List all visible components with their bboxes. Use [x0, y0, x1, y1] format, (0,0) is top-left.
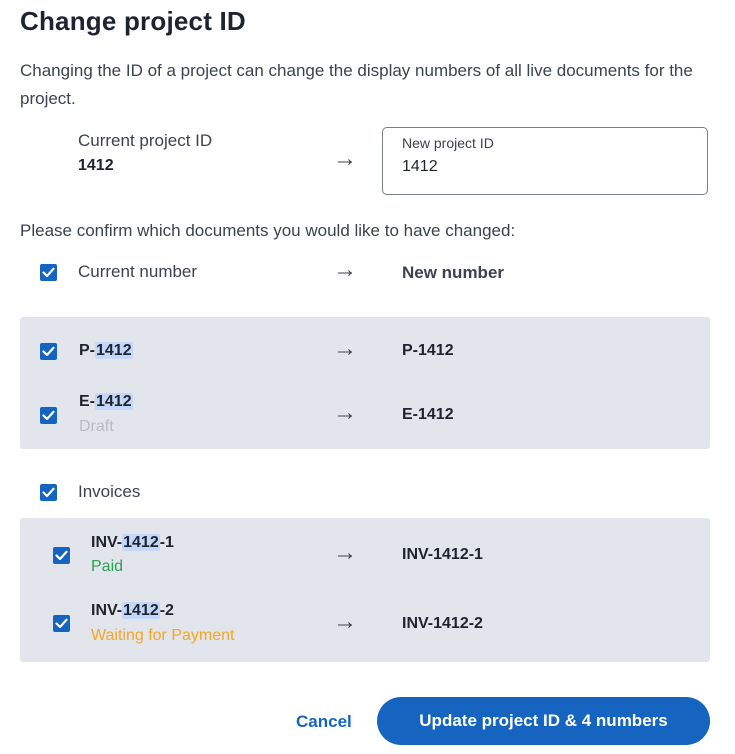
arrow-right-icon: →	[333, 399, 357, 426]
checkmark-icon	[42, 346, 55, 357]
number-suffix: -1	[159, 534, 174, 551]
document-current-number	[79, 342, 133, 360]
number-prefix: INV-	[91, 534, 123, 551]
current-number-header: Current number	[78, 262, 198, 281]
arrow-right-icon: →	[333, 608, 357, 635]
new-project-id-field[interactable]	[382, 127, 708, 195]
dialog-title: Change project ID	[20, 6, 246, 36]
number-highlighted-id: 1412	[123, 534, 159, 551]
number-prefix: P-	[79, 342, 95, 359]
number-suffix: -2	[159, 602, 174, 619]
new-project-id-label: New project ID	[402, 135, 494, 151]
invoice-status-waiting: Waiting for Payment	[91, 627, 235, 644]
select-all-checkbox[interactable]	[40, 264, 57, 281]
checkmark-icon	[55, 550, 68, 561]
checkmark-icon	[55, 618, 68, 629]
update-project-id-button[interactable]: Update project ID & 4 numbers	[377, 697, 710, 745]
cancel-button[interactable]: Cancel	[290, 708, 358, 736]
invoice-current-number	[91, 534, 174, 552]
checkmark-icon	[42, 487, 55, 498]
number-highlighted-id: 1412	[96, 342, 132, 359]
invoice-checkbox[interactable]	[53, 615, 70, 632]
checkmark-icon	[42, 267, 55, 278]
invoices-group-label: Invoices	[78, 482, 141, 501]
arrow-right-icon: →	[333, 256, 357, 283]
invoice-new-number: INV-1412-2	[402, 615, 483, 632]
invoices-group-checkbox[interactable]	[40, 484, 57, 501]
new-number-header: New number	[402, 263, 505, 282]
confirm-instructions: Please confirm which documents you would like to have changed:	[20, 221, 516, 240]
number-prefix: E-	[79, 393, 95, 410]
documents-panel	[20, 317, 710, 449]
invoice-current-number	[91, 602, 174, 620]
arrow-right-icon: →	[333, 335, 357, 362]
document-new-number: E-1412	[402, 406, 454, 423]
number-prefix: INV-	[91, 602, 123, 619]
number-highlighted-id: 1412	[123, 602, 159, 619]
arrow-right-icon: →	[333, 145, 357, 172]
current-project-id-label: Current project ID	[78, 131, 213, 150]
invoice-new-number: INV-1412-1	[402, 546, 483, 563]
dialog-description: Changing the ID of a project can change the display numbers of all live documents for the project.	[20, 61, 693, 108]
document-status: Draft	[79, 418, 114, 435]
current-project-id-value: 1412	[78, 157, 114, 174]
number-highlighted-id: 1412	[96, 393, 132, 410]
document-checkbox[interactable]	[40, 343, 57, 360]
invoice-checkbox[interactable]	[53, 547, 70, 564]
document-current-number	[79, 393, 133, 411]
invoice-status-paid: Paid	[91, 558, 124, 575]
document-checkbox[interactable]	[40, 407, 57, 424]
new-project-id-input[interactable]	[402, 158, 682, 176]
document-new-number: P-1412	[402, 342, 454, 359]
arrow-right-icon: →	[333, 539, 357, 566]
checkmark-icon	[42, 410, 55, 421]
